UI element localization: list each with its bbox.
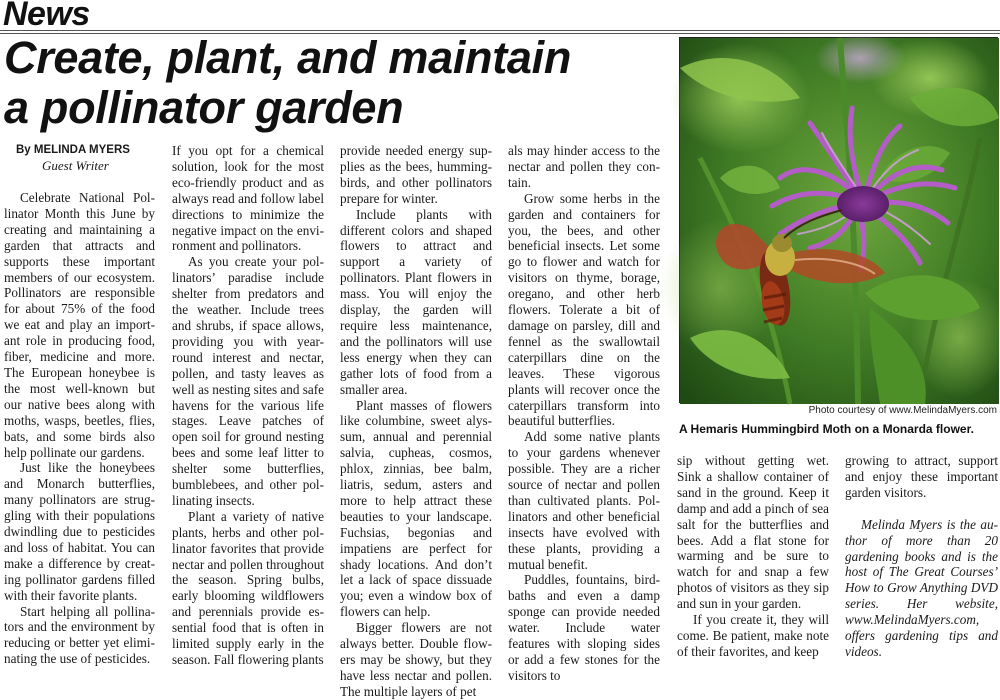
paragraph: If you create it, they will come. Be patient, make note of their favorites, and keep	[677, 612, 829, 659]
headline-line-2: a pollinator garden	[4, 82, 404, 133]
article-column-1	[4, 143, 155, 667]
paragraph: As you create your pollinators’ paradise include shelter from predators and the weather. Include trees and shrubs, if space allows, providing you with year-round interest and nectar, pollen, and tasty leaves as well as nesting sites and safe havens for the various life stages. Leave patches of open soil for ground nesting bees and some leaf litter to shelter some butterflies, bumblebees, and other pollinating insects.	[172, 254, 324, 508]
photo-credit: Photo courtesy of www.MelindaMyers.com	[808, 405, 997, 416]
paragraph: provide needed energy supplies as the bees, hummingbirds, and other pollinators prepare for winter.	[340, 143, 492, 206]
byline: By MELINDA MYERS	[16, 144, 130, 156]
paragraph: Include plants with different colors and shaped flowers to attract and support a variety of pollinators. Plant flowers in mass. You will enjoy the display, the garden will require less maintenance, and the pollinators will use less energy when they can gather lots of food from a smaller area.	[340, 206, 492, 397]
paragraph: Puddles, fountains, birdbaths and even a damp sponge can provide needed water. Include water features with sloping sides or add a few stones for the visitors to	[508, 572, 660, 683]
section-rule	[0, 30, 1000, 31]
paragraph: als may hinder access to the nectar and pollen they contain.	[508, 143, 660, 190]
paragraph: Start helping all pollinators and the environment by reducing or better yet eliminating the use of pesticides.	[4, 603, 155, 667]
paragraph: If you opt for a chemical solution, look for the most eco-friendly product and as always read and follow label directions to minimize the negative impact on the environment and pollinators.	[172, 143, 324, 254]
paragraph: Plant masses of flowers like columbine, sweet alyssum, annual and perennial salvia, cupheas, cosmos, phlox, zinnias, bee balm, liatris, sedum, asters and more to help attract these beauties to your landscape. Fuchsias, begonias and impatiens are perfect for shady locations. And don’t let a lack of space dissuade you; even a window box of flowers can help.	[340, 397, 492, 620]
paragraph: sip without getting wet. Sink a shallow container of sand in the ground. Keep it damp and add a pinch of sea salt for the butterflies and bees. Add a flat stone for warming and be sure to watch for and snap a few photos of visitors as they sip and sun in your garden.	[677, 453, 829, 612]
moth-on-flower-image	[680, 38, 999, 404]
headline-line-1: Create, plant, and maintain	[4, 32, 572, 83]
author-bio-text: Melinda Myers is the author of more than 20 gardening books and is the host of The Great Courses’ How to Grow Anything DVD series. Her website, www.MelindaMyers.com, offers gardening tips and videos.	[845, 516, 998, 659]
paragraph: growing to attract, support and enjoy these important garden visitors.	[845, 453, 998, 500]
paragraph: Celebrate National Pollinator Month this June by creating and maintaining a garden that attracts and supports these important members of our ecosystem. Pollinators are responsible for about 75% of the food we eat and play an important role in producing food, fiber, medicine and more. The European honeybee is the most well-known but our native bees along with moths, wasps, beetles, flies, bats, and some birds also help pollinate our gardens.	[4, 190, 155, 460]
article-column-6	[845, 453, 998, 659]
paragraph: Grow some herbs in the garden and containers for you, the bees, and other beneficial insects. Let some go to flower and watch for visitors on thyme, borage, oregano, and other herb flowers. Tolerate a bit of damage on parsley, dill and fennel as the swallowtail caterpillars dine on the leaves. These vigorous plants will recover once the caterpillars transform into beautiful butterflies.	[508, 190, 660, 429]
article-column-4	[508, 143, 660, 683]
paragraph: Plant a variety of native plants, herbs and other pollinator favorites that provide nectar and pollen throughout the season. Spring bulbs, early blooming wildflowers and perennials provide essential food that is often in limited supply early in the season. Fall flowering plants	[172, 508, 324, 667]
headline	[4, 33, 679, 133]
paragraph: Bigger flowers are not always better. Double flowers may be showy, but they have less nectar and pollen. The multiple layers of pet	[340, 620, 492, 699]
byline-role: Guest Writer	[42, 158, 109, 173]
article-column-5	[677, 453, 829, 659]
article-column-2	[172, 143, 324, 667]
article-column-3	[340, 143, 492, 699]
paragraph: Add some native plants to your gardens whenever possible. They are a richer source of nectar and pollen than cultivated plants. Pollinators and other beneficial insects have evolved with these plants, providing a mutual benefit.	[508, 429, 660, 572]
article-photo	[679, 37, 998, 403]
photo-caption: A Hemaris Hummingbird Moth on a Monarda flower.	[679, 422, 974, 436]
author-bio	[845, 517, 998, 660]
paragraph: Just like the honeybees and Monarch butterflies, many pollinators are struggling with their populations dwindling due to pesticides and loss of habitat. You can make a difference by creating pollinator gardens filled with their favorite plants.	[4, 460, 155, 603]
section-label: News	[3, 0, 90, 33]
